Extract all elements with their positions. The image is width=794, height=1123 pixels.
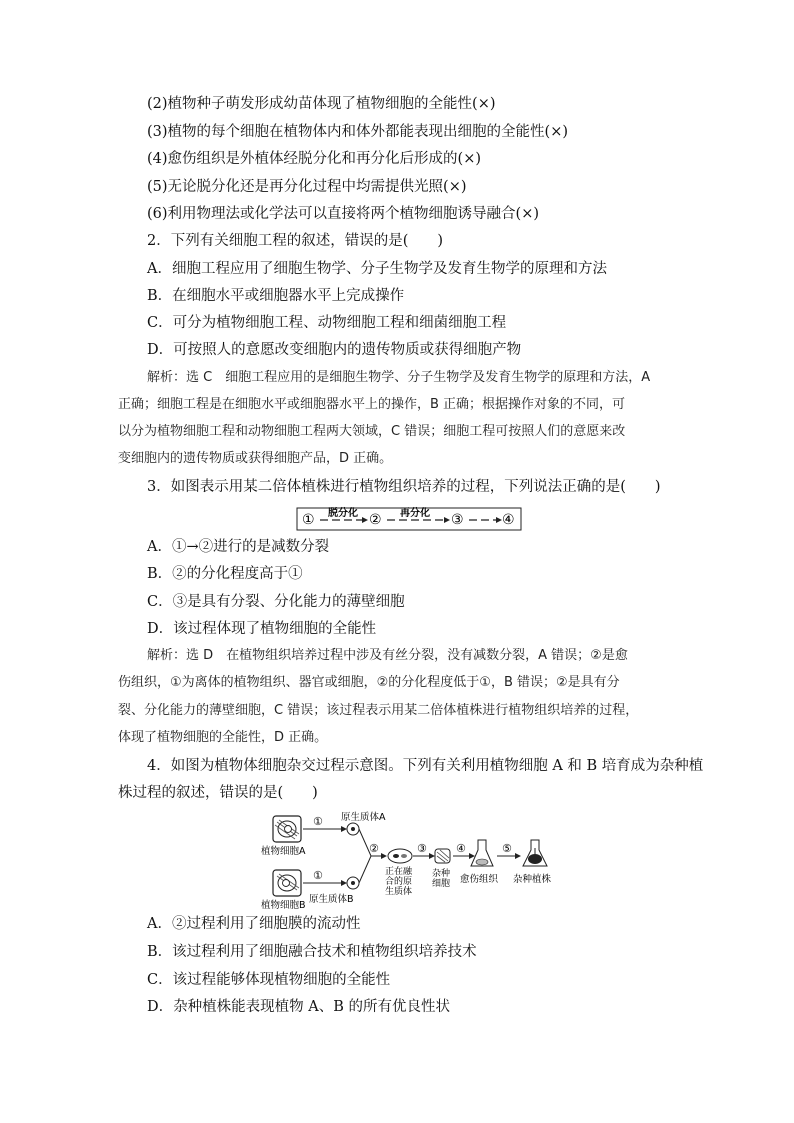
label-fusing-3: 生质体 <box>385 887 413 897</box>
hybrid-plant-flask-icon <box>523 840 547 866</box>
protoplast-a-icon <box>347 823 359 835</box>
q3-option-b: B．②的分化程度高于① <box>147 566 303 582</box>
arrowhead-step-5 <box>515 853 521 859</box>
q3-node-1: ① <box>302 512 315 528</box>
step-5-label: ⑤ <box>502 842 512 855</box>
q3-node-3: ③ <box>451 512 464 528</box>
label-protoplast-a: 原生质体A <box>341 812 386 823</box>
q2-analysis-line-3: 以分为植物细胞工程和动物细胞工程两大领域，C 错误；细胞工程可按照人们的意愿来改 <box>118 424 626 439</box>
label-protoplast-b: 原生质体B <box>309 894 354 905</box>
callus-flask-icon <box>471 840 493 866</box>
q4-option-d: D．杂种植株能表现植物 A、B 的所有优良性状 <box>147 999 450 1015</box>
q3-analysis-line-2: 伤组织，①为离体的植物组织、器官或细胞，②的分化程度低于①，B 错误；②是具有分 <box>118 675 620 690</box>
judgment-item-2: (2)植物种子萌发形成幼苗体现了植物细胞的全能性(×) <box>147 96 496 112</box>
q4-option-c: C．该过程能够体现植物细胞的全能性 <box>147 972 391 988</box>
q3-label-rediff: 再分化 <box>400 508 430 519</box>
q2-option-b: B．在细胞水平或细胞器水平上完成操作 <box>147 288 405 304</box>
step-1a-label: ① <box>313 815 323 828</box>
q3-analysis-line-1: 解析：选 D 在植物组织培养过程中涉及有丝分裂，没有减数分裂，A 错误；②是愈 <box>147 648 628 663</box>
q2-analysis-line-1: 解析：选 C 细胞工程应用的是细胞生物学、分子生物学及发育生物学的原理和方法，A <box>147 370 651 385</box>
label-fusing-1: 正在融 <box>385 867 413 877</box>
label-hybrid-2: 细胞 <box>432 879 451 889</box>
step-3-label: ③ <box>417 842 427 855</box>
plant-cell-b-icon <box>273 870 301 896</box>
q4-stem-line-1: 4．如图为植物体细胞杂交过程示意图。下列有关利用植物细胞 A 和 B 培育成为杂种植 <box>147 758 704 774</box>
q4-option-b: B．该过程利用了细胞融合技术和植物组织培养技术 <box>147 944 477 960</box>
q3-label-dediff: 脱分化 <box>328 508 358 519</box>
q2-analysis-line-4: 变细胞内的遗传物质或获得细胞产品，D 正确。 <box>118 451 393 466</box>
q3-analysis-line-4: 体现了植物细胞的全能性，D 正确。 <box>118 730 328 745</box>
q4-stem-line-2: 株过程的叙述，错误的是( ) <box>118 785 318 801</box>
label-hybrid-1: 杂种 <box>432 869 451 879</box>
q4-option-a: A．②过程利用了细胞膜的流动性 <box>147 916 361 932</box>
step-4-label: ④ <box>456 842 466 855</box>
q2-option-a: A．细胞工程应用了细胞生物学、分子生物学及发育生物学的原理和方法 <box>147 261 607 277</box>
q3-process-diagram <box>296 505 522 531</box>
label-hybrid-plant: 杂种植株 <box>513 874 552 885</box>
step-1b-label: ① <box>313 869 323 882</box>
arrowhead-step-2 <box>381 853 387 859</box>
label-fusing-2: 合的原 <box>385 877 413 887</box>
fusing-protoplast-icon <box>388 849 412 863</box>
label-plant-cell-a: 植物细胞A <box>261 846 306 857</box>
protoplast-b-icon <box>347 877 359 889</box>
q2-stem: 2．下列有关细胞工程的叙述，错误的是( ) <box>147 233 444 249</box>
q3-option-a: A．①→②进行的是减数分裂 <box>147 539 330 555</box>
arrowhead-step-1a <box>341 826 347 832</box>
q3-option-c: C．③是具有分裂、分化能力的薄壁细胞 <box>147 594 405 610</box>
q2-analysis-line-2: 正确；细胞工程是在细胞水平或细胞器水平上的操作，B 正确；根据操作对象的不同，可 <box>118 397 626 412</box>
arrowhead-step-1b <box>341 880 347 886</box>
plant-cell-a-icon <box>273 816 301 842</box>
judgment-item-4: (4)愈伤组织是外植体经脱分化和再分化后形成的(×) <box>147 151 482 167</box>
label-callus: 愈伤组织 <box>460 874 499 885</box>
q3-node-4: ④ <box>502 512 515 528</box>
label-plant-cell-b: 植物细胞B <box>261 900 306 910</box>
arrowhead-step-3 <box>429 853 435 859</box>
q3-node-2: ② <box>369 512 382 528</box>
q3-option-d: D．该过程体现了植物细胞的全能性 <box>147 621 377 637</box>
q3-analysis-line-3: 裂、分化能力的薄壁细胞，C 错误；该过程表示用某二倍体植株进行植物组织培养的过程， <box>118 703 639 718</box>
q3-stem: 3．如图表示用某二倍体植株进行植物组织培养的过程，下列说法正确的是( ) <box>147 479 661 495</box>
q2-option-d: D．可按照人的意愿改变细胞内的遗传物质或获得细胞产物 <box>147 342 522 358</box>
judgment-item-5: (5)无论脱分化还是再分化过程中均需提供光照(×) <box>147 179 467 195</box>
hybrid-cell-icon <box>435 849 450 863</box>
judgment-item-6: (6)利用物理法或化学法可以直接将两个植物细胞诱导融合(×) <box>147 206 540 222</box>
arrow-step-2-bottom <box>359 856 371 883</box>
judgment-item-3: (3)植物的每个细胞在植物体内和体外都能表现出细胞的全能性(×) <box>147 124 569 140</box>
step-2-label: ② <box>369 842 379 855</box>
q4-fusion-diagram <box>255 810 565 910</box>
q2-option-c: C．可分为植物细胞工程、动物细胞工程和细菌细胞工程 <box>147 315 507 331</box>
